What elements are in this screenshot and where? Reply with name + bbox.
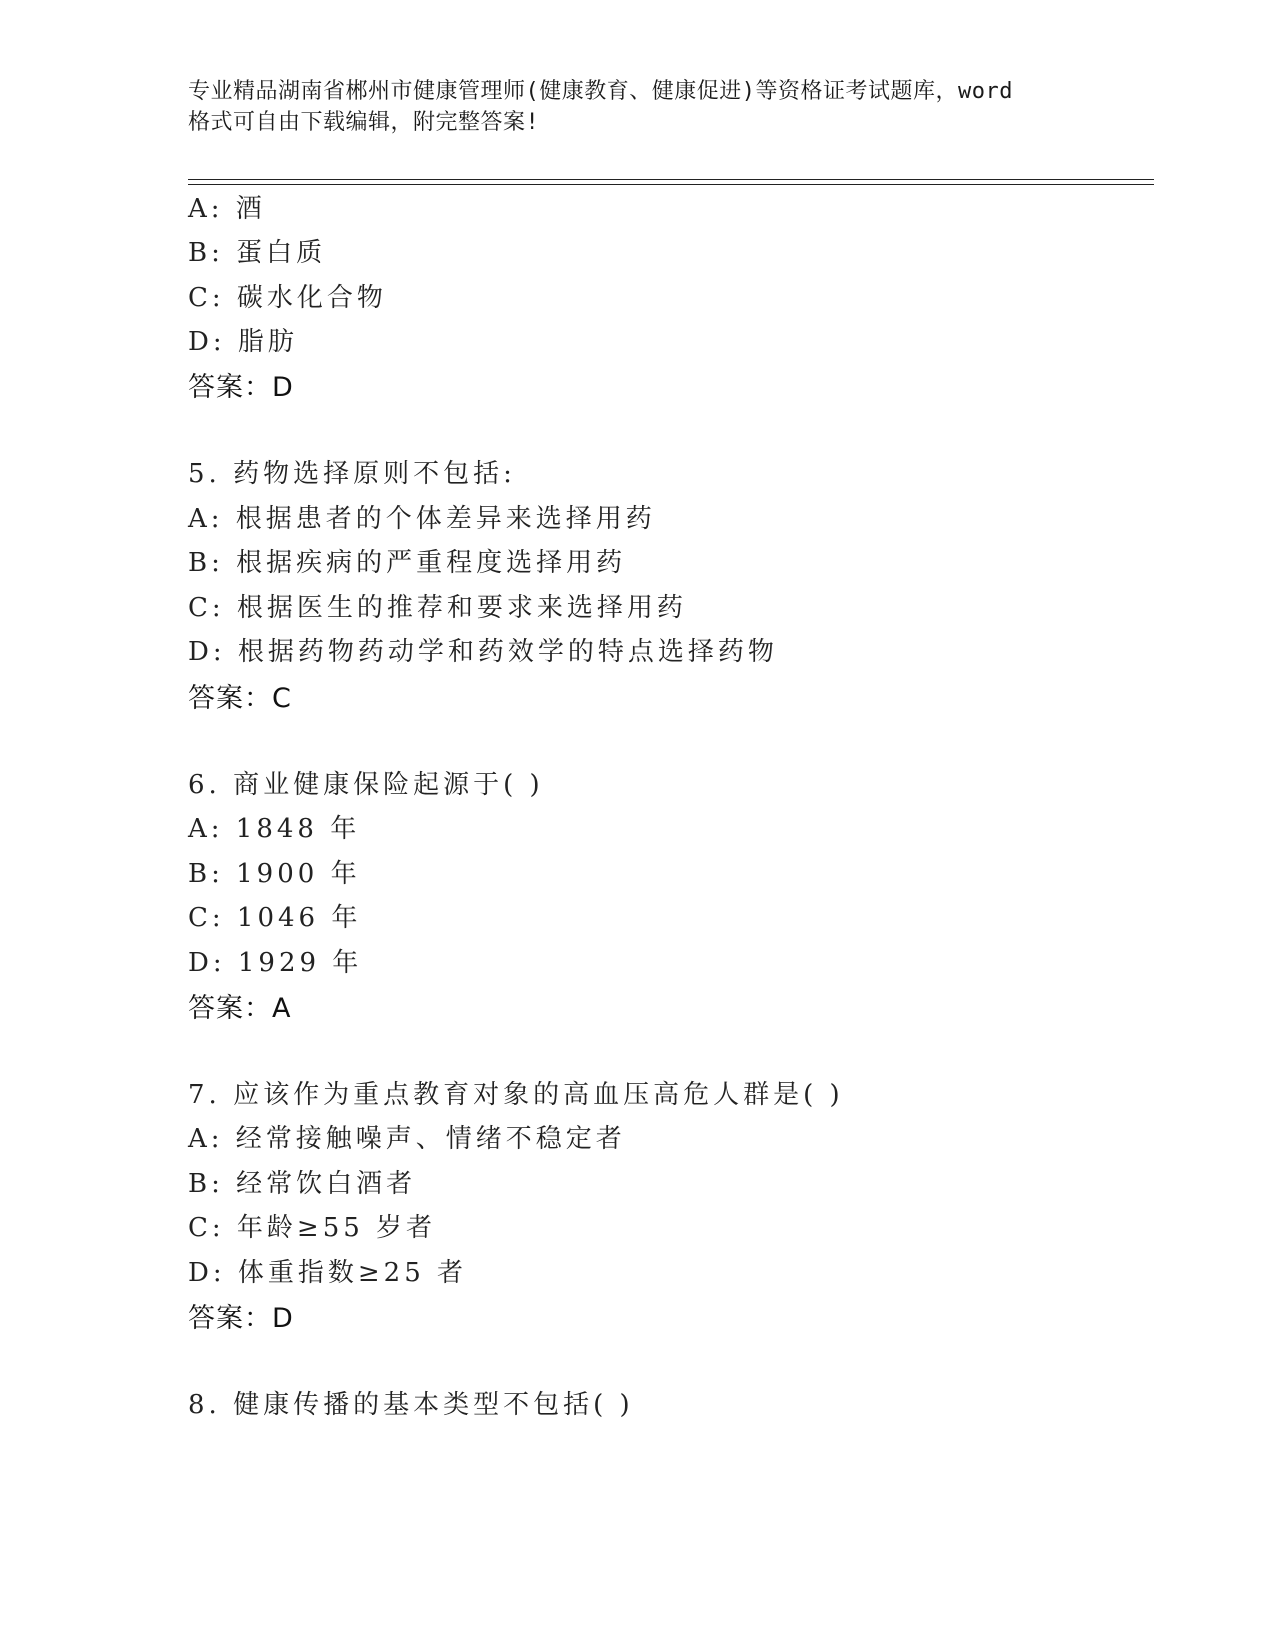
q5-option-c: C: 根据医生的推荐和要求来选择用药 — [188, 593, 687, 623]
document-header — [188, 76, 1098, 138]
q6-answer: 答案：A — [188, 993, 292, 1024]
q5-question: 5. 药物选择原则不包括: — [188, 459, 516, 489]
q5-answer: 答案：C — [188, 683, 292, 714]
q6-question: 6. 商业健康保险起源于( ) — [188, 770, 544, 800]
header-line-2: 格式可自由下载编辑，附完整答案! — [188, 110, 540, 135]
q5-option-d: D: 根据药物药动学和药效学的特点选择药物 — [188, 637, 778, 667]
q6-option-d: D: 1929 年 — [188, 948, 363, 978]
header-divider-bottom — [188, 184, 1154, 185]
q4-option-d: D: 脂肪 — [188, 327, 298, 357]
q7-option-d: D: 体重指数≥25 者 — [188, 1258, 468, 1288]
header-line-1: 专业精品湖南省郴州市健康管理师(健康教育、健康促进)等资格证考试题库，word — [188, 79, 1013, 104]
q4-option-a: A: 酒 — [188, 194, 266, 224]
q6-option-a: A: 1848 年 — [188, 814, 361, 844]
q7-option-b: B: 经常饮白酒者 — [188, 1169, 417, 1199]
q7-answer: 答案：D — [188, 1303, 294, 1334]
q5-option-b: B: 根据疾病的严重程度选择用药 — [188, 548, 627, 578]
q4-option-c: C: 碳水化合物 — [188, 283, 387, 313]
q7-question: 7. 应该作为重点教育对象的高血压高危人群是( ) — [188, 1080, 844, 1110]
q6-option-c: C: 1046 年 — [188, 903, 362, 933]
q4-option-b: B: 蛋白质 — [188, 238, 327, 268]
q6-option-b: B: 1900 年 — [188, 859, 361, 889]
q5-option-a: A: 根据患者的个体差异来选择用药 — [188, 504, 656, 534]
q7-option-c: C: 年龄≥55 岁者 — [188, 1213, 437, 1243]
q4-answer: 答案：D — [188, 372, 294, 403]
q8-question: 8. 健康传播的基本类型不包括( ) — [188, 1390, 634, 1420]
q7-option-a: A: 经常接触噪声、情绪不稳定者 — [188, 1124, 626, 1154]
header-divider-top — [188, 179, 1154, 180]
